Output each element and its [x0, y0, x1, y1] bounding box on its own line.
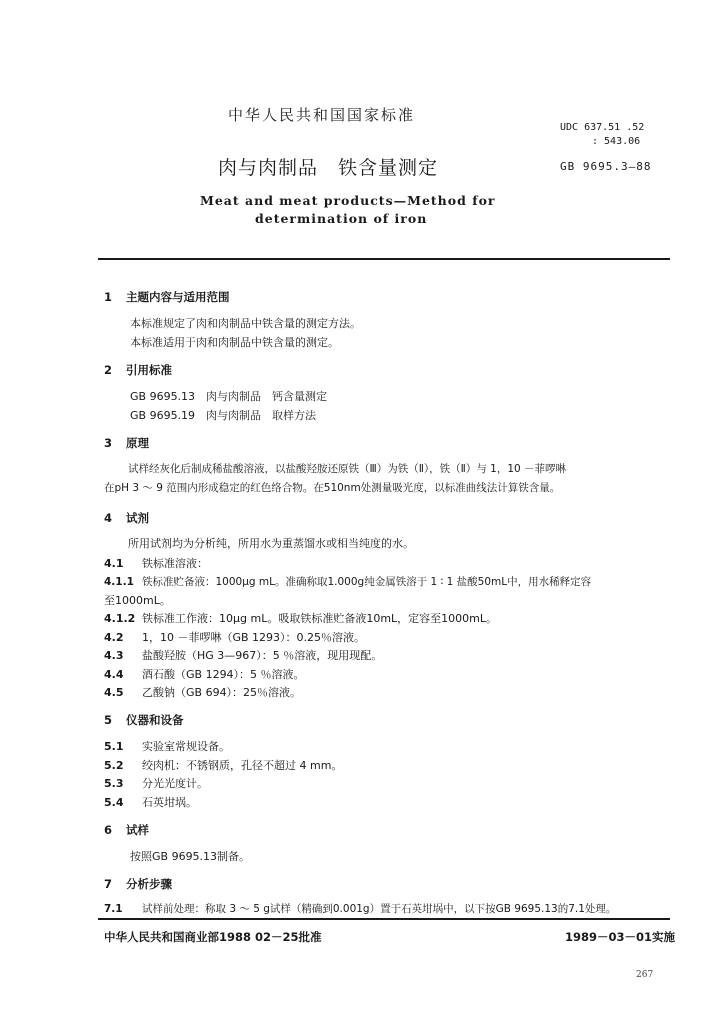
- item-number: 7.1: [104, 903, 123, 915]
- standard-name: 中华人民共和国国家标准: [228, 106, 416, 124]
- gb-standard-code: GB 9695.3—88: [560, 160, 652, 173]
- item-text: 实验室常规设备。: [142, 740, 230, 753]
- item-4-1-1: [104, 574, 591, 589]
- item-4-4: [104, 666, 305, 682]
- document-title-en-line1: Meat and meat products—Method for: [200, 193, 496, 208]
- item-text: 绞肉机：不锈钢质，孔径不超过 4 mm。: [142, 759, 343, 772]
- item-number: 5.1: [104, 740, 124, 753]
- item-text: 石英坩埚。: [142, 796, 197, 809]
- item-text: 铁标准工作液：10μg mL。吸取铁标准贮备液10mL，定容至1000mL。: [142, 612, 497, 625]
- document-title-cn: 肉与肉制品 铁含量测定: [218, 157, 439, 179]
- item-4-2: [104, 629, 365, 645]
- item-number: 4.1.2: [104, 612, 136, 625]
- section-title: 主题内容与适用范围: [126, 290, 230, 304]
- document-title-en-line2: determination of iron: [255, 211, 428, 226]
- item-4-1: [104, 555, 208, 571]
- item-text: 酒石酸（GB 1294）：5 ％溶液。: [142, 668, 305, 681]
- item-4-3: [104, 647, 382, 663]
- item-number: 5.4: [104, 796, 124, 809]
- item-text: 盐酸羟胺（HG 3—967）：5 ％溶液，现用现配。: [142, 649, 383, 662]
- item-4-5: [104, 684, 301, 700]
- item-5-3: [104, 775, 208, 791]
- section-number: 6: [104, 823, 113, 837]
- item-5-1: [104, 738, 230, 754]
- footer-divider: [98, 918, 670, 920]
- item-text: 分光光度计。: [142, 777, 208, 790]
- reference-standard-1: GB 9695.13 肉与肉制品 钙含量测定: [130, 390, 328, 403]
- item-text: 试样前处理：称取 3 ～ 5 g试样（精确到0.001g）置于石英坩埚中，以下按GB 9695.13的7.1处理。: [142, 903, 617, 915]
- issuer-approval: 中华人民共和国商业部1988 02－25批准: [104, 930, 322, 944]
- section-number: 5: [104, 713, 113, 727]
- section-2-heading: [104, 362, 172, 378]
- section-1-para-1: 本标准规定了肉和肉制品中铁含量的测定方法。: [130, 317, 361, 330]
- section-title: 引用标准: [126, 363, 172, 377]
- section-7-heading: [104, 876, 172, 892]
- section-3-para-1: 试样经灰化后制成稀盐酸溶液，以盐酸羟胺还原铁（Ⅲ）为铁（Ⅱ），铁（Ⅱ）与 1，10 －菲啰啉: [128, 463, 567, 475]
- page-number: 267: [636, 970, 654, 980]
- item-text: 铁标准贮备液：1000μg mL。准确称取1.000g纯金属铁溶于 1 ∶ 1 盐酸50mL中，用水稀释定容: [142, 576, 592, 588]
- item-4-1-1-cont: 至1000mL。: [104, 594, 171, 607]
- reference-standard-2: GB 9695.19 肉与肉制品 取样方法: [130, 409, 317, 422]
- section-number: 3: [104, 436, 113, 450]
- section-number: 7: [104, 877, 113, 891]
- section-title: 试样: [126, 823, 149, 837]
- section-6-heading: [104, 822, 149, 838]
- item-number: 5.3: [104, 777, 124, 790]
- item-number: 4.3: [104, 649, 124, 662]
- item-number: 4.5: [104, 686, 124, 699]
- item-7-1: [104, 901, 616, 916]
- section-3-heading: [104, 435, 149, 451]
- section-number: 2: [104, 363, 113, 377]
- udc-code-line2: : 543.06: [592, 136, 641, 147]
- item-number: 4.1: [104, 557, 124, 570]
- section-6-para-1: 按照GB 9695.13制备。: [130, 850, 251, 863]
- effective-date: 1989－03－01实施: [565, 930, 676, 944]
- item-text: 铁标准溶液：: [142, 557, 208, 570]
- item-5-2: [104, 757, 342, 773]
- section-3-para-2: 在pH 3 ～ 9 范围内形成稳定的红色络合物。在510nm处测量吸光度，以标准曲线法计算铁含量。: [104, 482, 561, 494]
- section-1-para-2: 本标准适用于肉和肉制品中铁含量的测定。: [130, 336, 339, 349]
- section-title: 试剂: [126, 511, 149, 525]
- item-text: 乙酸钠（GB 694）：25％溶液。: [142, 686, 302, 699]
- section-title: 分析步骤: [126, 877, 172, 891]
- section-title: 仪器和设备: [126, 713, 184, 727]
- udc-code-line1: UDC 637.51 .52: [560, 122, 645, 133]
- section-number: 4: [104, 511, 113, 525]
- item-4-1-2: [104, 610, 497, 626]
- section-5-heading: [104, 712, 184, 728]
- item-text: 1，10 －菲啰啉（GB 1293）：0.25％溶液。: [142, 631, 366, 644]
- header-divider: [98, 258, 670, 260]
- item-number: 4.2: [104, 631, 124, 644]
- section-number: 1: [104, 290, 113, 304]
- item-number: 4.4: [104, 668, 124, 681]
- section-title: 原理: [126, 436, 149, 450]
- section-4-heading: [104, 510, 149, 526]
- section-4-para-1: 所用试剂均为分析纯，所用水为重蒸馏水或相当纯度的水。: [128, 537, 414, 550]
- section-1-heading: [104, 289, 230, 305]
- item-number: 5.2: [104, 759, 124, 772]
- item-5-4: [104, 794, 197, 810]
- item-number: 4.1.1: [104, 576, 134, 588]
